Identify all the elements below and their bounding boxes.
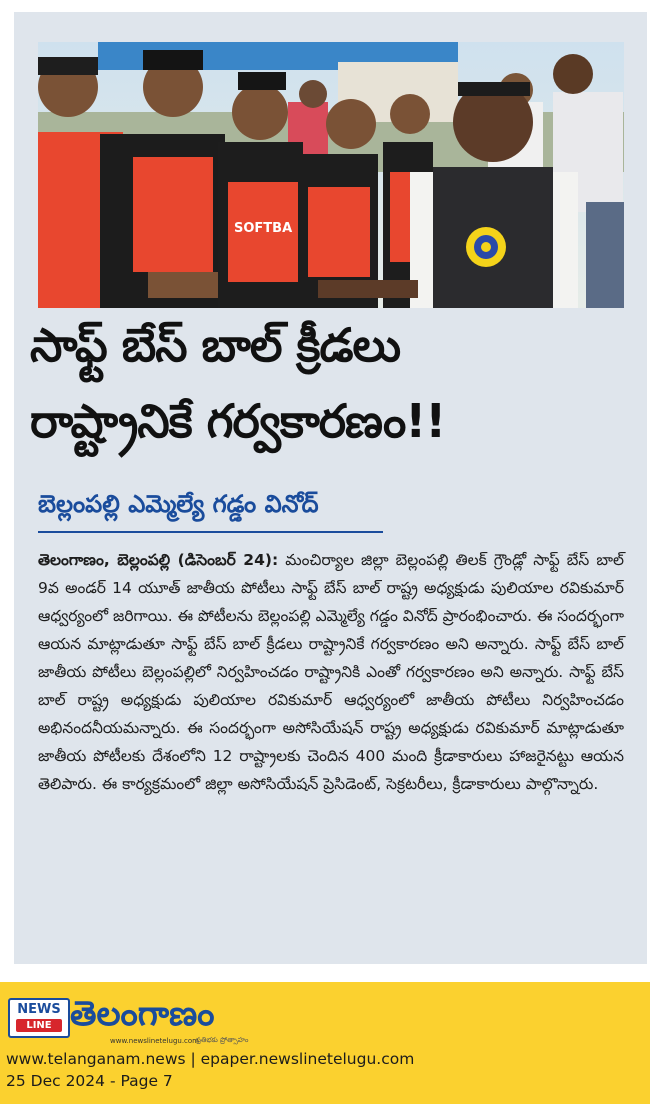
site-links[interactable]: www.telanganam.news | epaper.newslinetelugu.com xyxy=(6,1050,415,1068)
headline-line-2: రాష్ట్రానికే గర్వకారణం!! xyxy=(30,394,446,448)
brand-tagline: ప్రతిభకు ప్రోత్సాహం xyxy=(196,1036,249,1044)
logo-bottom-text: LINE xyxy=(16,1019,62,1032)
jersey-text: SOFTBA xyxy=(234,221,293,236)
brand-name: తెలంగాణం xyxy=(70,994,215,1034)
newsline-logo xyxy=(8,998,70,1038)
article-body-text: మంచిర్యాల జిల్లా బెల్లంపల్లి తిలక్ గ్రౌండ్లో సాఫ్ట్ బేస్ బాల్ 9వ అండర్ 14 యూత్ జాతీయ పోటీలు సాఫ్ట్ బేస్ బాల్ రాష్ట్ర అధ్యక్షుడు పులియాల రవికుమార్ ఆధ్వర్యంలో జరిగాయి. ఈ పోటీలను బెల్లంపల్లి ఎమ్మెల్యే గడ్డం వినోద్ ప్రారంభించారు. ఈ సందర్భంగా ఆయన మాట్లాడుతూ సాఫ్ట్ బేస్ బాల్ క్రీడలు రాష్ట్రానికే గర్వకారణం అని అన్నారు. సాఫ్ట్ బేస్ బాల్ జాతీయ పోటీలు బెల్లంపల్లిలో నిర్వహించడం రాష్ట్రానికి ఎంతో గర్వకారణం అని అన్నారు. సాఫ్ట్ బేస్ బాల్ రాష్ట్ర అధ్యక్షుడు పులియాల రవికుమార్ ఆధ్వర్యంలో జాతీయ పోటీలు నిర్వహించడం అభినందనీయమన్నారు. ఈ సందర్భంగా అసోసియేషన్ రాష్ట్ర అధ్యక్షుడు రవికుమార్ మాట్లాడుతూ జాతీయ పోటీలకు దేశంలోని 12 రాష్ట్రాలకు చెందిన 400 మంది క్రీడాకారులు హాజరైనట్టు ఆయన తెలిపారు. ఈ కార్యక్రమంలో జిల్లా అసోసియేషన్ ప్రెసిడెంట్, సెక్రటరీలు, క్రీడాకారులు పాల్గొన్నారు. xyxy=(38,551,624,793)
byline: బెల్లంపల్లి ఎమ్మెల్యే గడ్డం వినోద్ xyxy=(38,490,319,518)
article-body xyxy=(38,546,624,798)
brand-url[interactable]: www.newslinetelugu.com xyxy=(110,1037,199,1045)
logo-top-text: NEWS xyxy=(17,1002,61,1017)
headline-line-1: సాఫ్ట్ బేస్ బాల్ క్రీడలు xyxy=(30,318,401,372)
dateline: తెలంగాణం, బెల్లంపల్లి (డిసెంబర్ 24): xyxy=(38,551,279,569)
byline-underline xyxy=(38,531,383,533)
footer-bar xyxy=(0,982,650,1104)
date-page: 25 Dec 2024 - Page 7 xyxy=(6,1072,173,1090)
photo-illustration xyxy=(38,42,624,308)
article-photo xyxy=(38,42,624,308)
